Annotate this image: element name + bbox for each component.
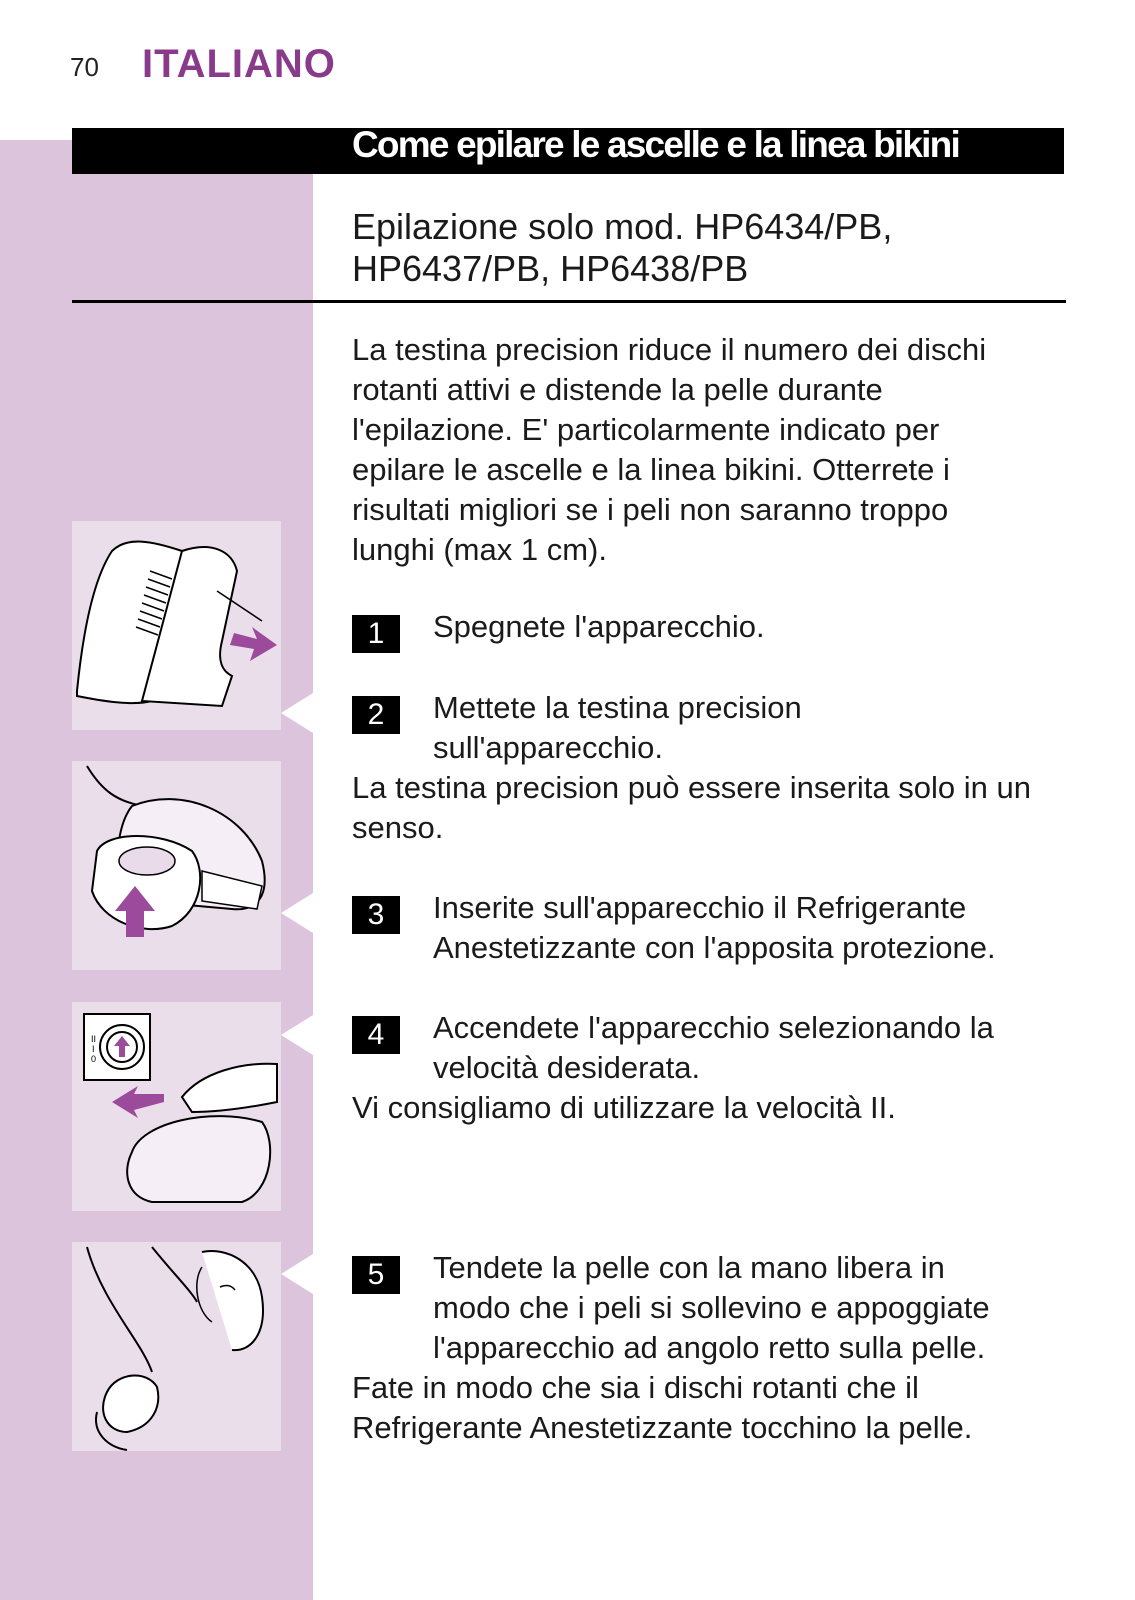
step-line: velocità desiderata. xyxy=(433,1050,701,1085)
illustration-appliance-cap xyxy=(72,761,281,970)
pointer-notch xyxy=(281,893,313,933)
step-number-badge: 4 xyxy=(352,1016,400,1054)
note-line: Refrigerante Anestetizzante tocchino la pelle. xyxy=(352,1410,973,1445)
switch-label-i: I xyxy=(92,1044,95,1054)
step-text xyxy=(433,1248,1053,1368)
switch-label-0: 0 xyxy=(91,1054,97,1064)
note-line: Vi consigliamo di utilizzare la velocità II. xyxy=(352,1090,896,1125)
intro-line: La testina precision riduce il numero dei dischi xyxy=(352,332,987,367)
step-line: Mettete la testina precision xyxy=(433,690,802,725)
note-line: Fate in modo che sia i dischi rotanti che il xyxy=(352,1370,919,1405)
step-5-note xyxy=(352,1368,1062,1448)
step-number-badge: 1 xyxy=(352,615,400,653)
illustration-switch-on xyxy=(72,1002,281,1211)
note-line: La testina precision può essere inserita solo in un xyxy=(352,770,1031,805)
step-number-badge: 5 xyxy=(352,1256,400,1294)
step-2-note xyxy=(352,768,1062,848)
pointer-notch xyxy=(281,1015,313,1055)
step-text xyxy=(433,607,1053,647)
step-line: Accendete l'apparecchio selezionando la xyxy=(433,1010,994,1045)
language-heading: ITALIANO xyxy=(142,42,336,86)
divider-rule xyxy=(72,300,1066,303)
step-4-note xyxy=(352,1088,1062,1128)
section-title: Come epilare le ascelle e la linea bikini xyxy=(352,124,959,165)
step-number-badge: 3 xyxy=(352,896,400,934)
page-number: 70 xyxy=(70,52,99,82)
illustration-precision-cap xyxy=(72,521,281,730)
step-line: Spegnete l'apparecchio. xyxy=(433,609,765,644)
subtitle-line: Epilazione solo mod. HP6434/PB, xyxy=(352,206,893,247)
section-subtitle xyxy=(352,206,1052,290)
step-text xyxy=(433,688,1053,768)
step-line: l'apparecchio ad angolo retto sulla pelle. xyxy=(433,1330,986,1365)
step-number-badge: 2 xyxy=(352,696,400,734)
intro-line: rotanti attivi e distende la pelle durante xyxy=(352,372,883,407)
pointer-notch xyxy=(281,693,313,733)
intro-line: risultati migliori se i peli non saranno troppo xyxy=(352,492,949,527)
illustration-underarm xyxy=(72,1242,281,1451)
intro-line: l'epilazione. E' particolarmente indicato per xyxy=(352,412,940,447)
step-line: sull'apparecchio. xyxy=(433,730,663,765)
step-line: Inserite sull'apparecchio il Refrigerante xyxy=(433,890,967,925)
subtitle-line: HP6437/PB, HP6438/PB xyxy=(352,248,749,289)
step-text xyxy=(433,888,1053,968)
arrow-left-icon xyxy=(112,1086,164,1118)
arrow-icon xyxy=(230,627,277,661)
step-line: Tendete la pelle con la mano libera in xyxy=(433,1250,945,1285)
pointer-notch xyxy=(281,1254,313,1294)
step-line: Anestetizzante con l'apposita protezione. xyxy=(433,930,996,965)
step-text xyxy=(433,1008,1053,1088)
note-line: senso. xyxy=(352,810,444,845)
intro-paragraph xyxy=(352,330,1052,570)
intro-line: lunghi (max 1 cm). xyxy=(352,532,607,567)
step-line: modo che i peli si sollevino e appoggiate xyxy=(433,1290,990,1325)
intro-line: epilare le ascelle e la linea bikini. Otterrete i xyxy=(352,452,950,487)
switch-label-ii: II xyxy=(91,1034,97,1044)
